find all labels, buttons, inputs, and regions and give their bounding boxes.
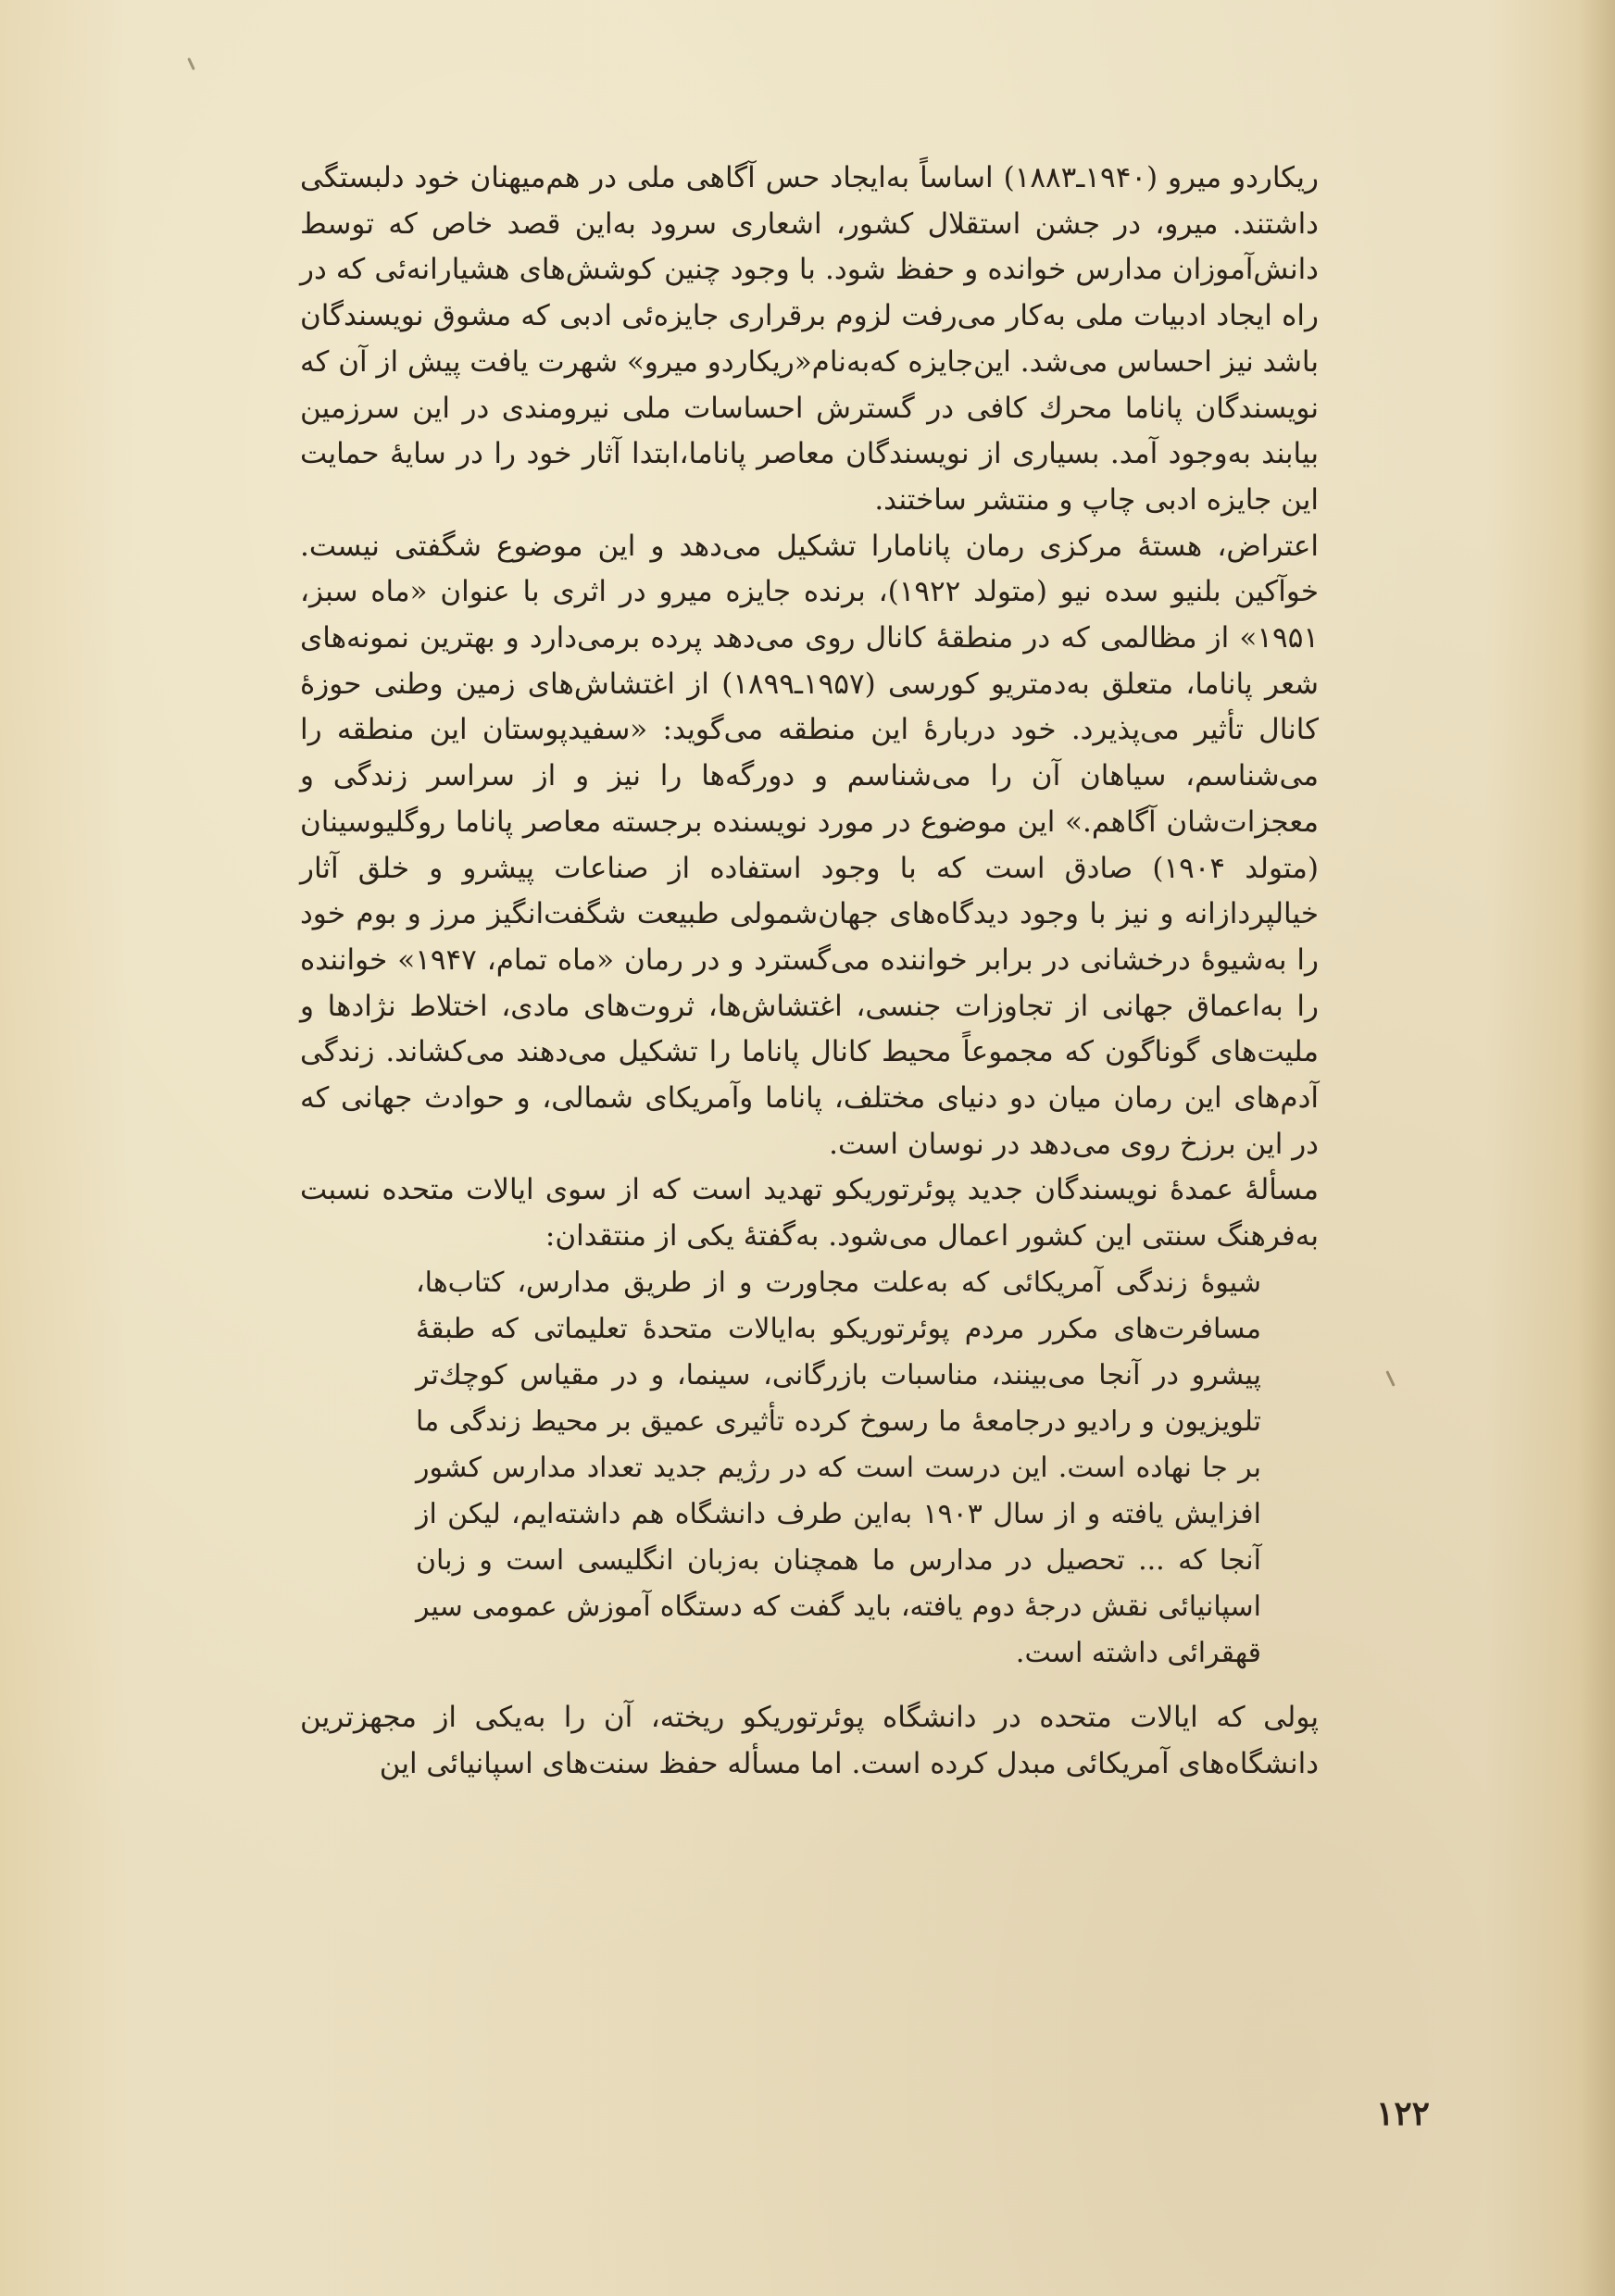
paragraph-3: مسألهٔ عمدهٔ نویسندگان جدید پوئرتوریکو تهدید است که از سوی ایالات متحده نسبت به‌فرهنگ سنتی این کشور اعمال می‌شود. به‌گفتهٔ یکی از منتقدان: [300, 1173, 1319, 1254]
block-quote: شیوهٔ زندگی آمریکائی که به‌علت مجاورت و از طریق مدارس، کتاب‌ها، مسافرت‌های مکرر مردم پوئرتوریکو به‌ایالات متحدهٔ تعلیماتی که طبقهٔ پیشرو در آنجا می‌بینند، مناسبات بازرگانی، سینما، و در مقیاس کوچك‌تر تلویزیون و رادیو درجامعهٔ ما رسوخ کرده تأثیری عمیق بر محیط زندگی ما بر جا نهاده است. این درست است که در رژیم جدید تعداد مدارس کشور افزایش یافته و از سال ۱۹۰۳ به‌این طرف دانشگاه هم داشته‌ایم، لیکن از آنجا که ... تحصیل در مدارس ما همچنان به‌زبان انگلیسی است و زبان اسپانیائی نقش درجهٔ دوم یافته، باید گفت که دستگاه آموزش عمومی سیر قهقرائی داشته است. [416, 1266, 1261, 1669]
page-edge-shadow [1578, 0, 1615, 2296]
paper-speck [187, 57, 195, 70]
closing-paragraph: پولی که ایالات متحده در دانشگاه پوئرتوریکو ریخته، آن را به‌یکی از مجهزترین دانشگاه‌های آمریکائی مبدل کرده است. اما مسأله حفظ سنت‌های اسپانیائی این [300, 1700, 1319, 1780]
page-number: ۱۲۲ [1375, 2094, 1430, 2133]
paper-speck [1385, 1370, 1395, 1387]
paragraph-2: اعتراض، هستهٔ مرکزی رمان پانامارا تشکیل می‌دهد و این موضوع شگفتی نیست. خوآکین بلنیو سده نیو (متولد ۱۹۲۲)، برنده جایزه میرو در اثری با عنوان «ماه سبز، ۱۹۵۱» از مظالمی که در منطقهٔ کانال روی می‌دهد پرده برمی‌دارد و بهترین نمونه‌های شعر پاناما، متعلق به‌دمتریو کورسی (۱۹۵۷ـ۱۸۹۹) از اغتشاش‌های زمین وطنی حوزهٔ کانال تأثیر می‌پذیرد. خود دربارهٔ این منطقه می‌گوید: «سفیدپوستان این منطقه را می‌شناسم، سیاهان آن را می‌شناسم و دورگه‌ها را نیز و از سراسر زندگی و معجزات‌شان آگاهم.» این موضوع در مورد نویسنده برجسته معاصر پاناما روگلیوسینان (متولد ۱۹۰۴) صادق است که با وجود استفاده از صناعات پیشرو و خلق آثار خیالپردازانه و نیز با وجود دیدگاه‌های جهان‌شمولی طبیعت شگفت‌انگیز مرز و بوم خود را به‌شیوهٔ درخشانی در برابر خواننده می‌گسترد و در رمان «ماه تمام، ۱۹۴۷» خواننده را به‌اعماق جهانی از تجاوزات جنسی، اغتشاش‌ها، ثروت‌های مادی، اختلاط نژادها و ملیت‌های گوناگون که مجموعاً محیط کانال پاناما را تشکیل می‌دهند می‌کشاند. زندگی آدم‌های این رمان میان دو دنیای مختلف، پاناما وآمریکای شمالی، و حوادث جهانی که در این برزخ روی می‌دهد در نوسان است. [300, 529, 1320, 1161]
paragraph-1: ریکاردو میرو (۱۹۴۰ـ۱۸۸۳) اساساً به‌ایجاد حس آگاهی ملی در هم‌میهنان خود دلبستگی داشتند. میرو، در جشن استقلال کشور، اشعاری سرود به‌این قصد خاص که توسط دانش‌آموزان مدارس خوانده و حفظ شود. با وجود چنین کوشش‌های هشیارانه‌ئی که در راه ایجاد ادبیات ملی به‌کار می‌رفت لزوم برقراری جایزه‌ئی ادبی که مشوق نویسندگان باشد نیز احساس می‌شد. این‌جایزه که‌به‌نام«ریکاردو میرو» شهرت یافت پیش از آن که نویسندگان پاناما محرك کافی در گسترش احساسات ملی نیرومندی در این سرزمین بیابند به‌وجود آمد. بسیاری از نویسندگان معاصر پاناما،ابتدا آثار خود را در سایهٔ حمایت این جایزه ادبی چاپ و منتشر ساختند. [300, 161, 1320, 517]
body-text [300, 156, 1319, 1787]
